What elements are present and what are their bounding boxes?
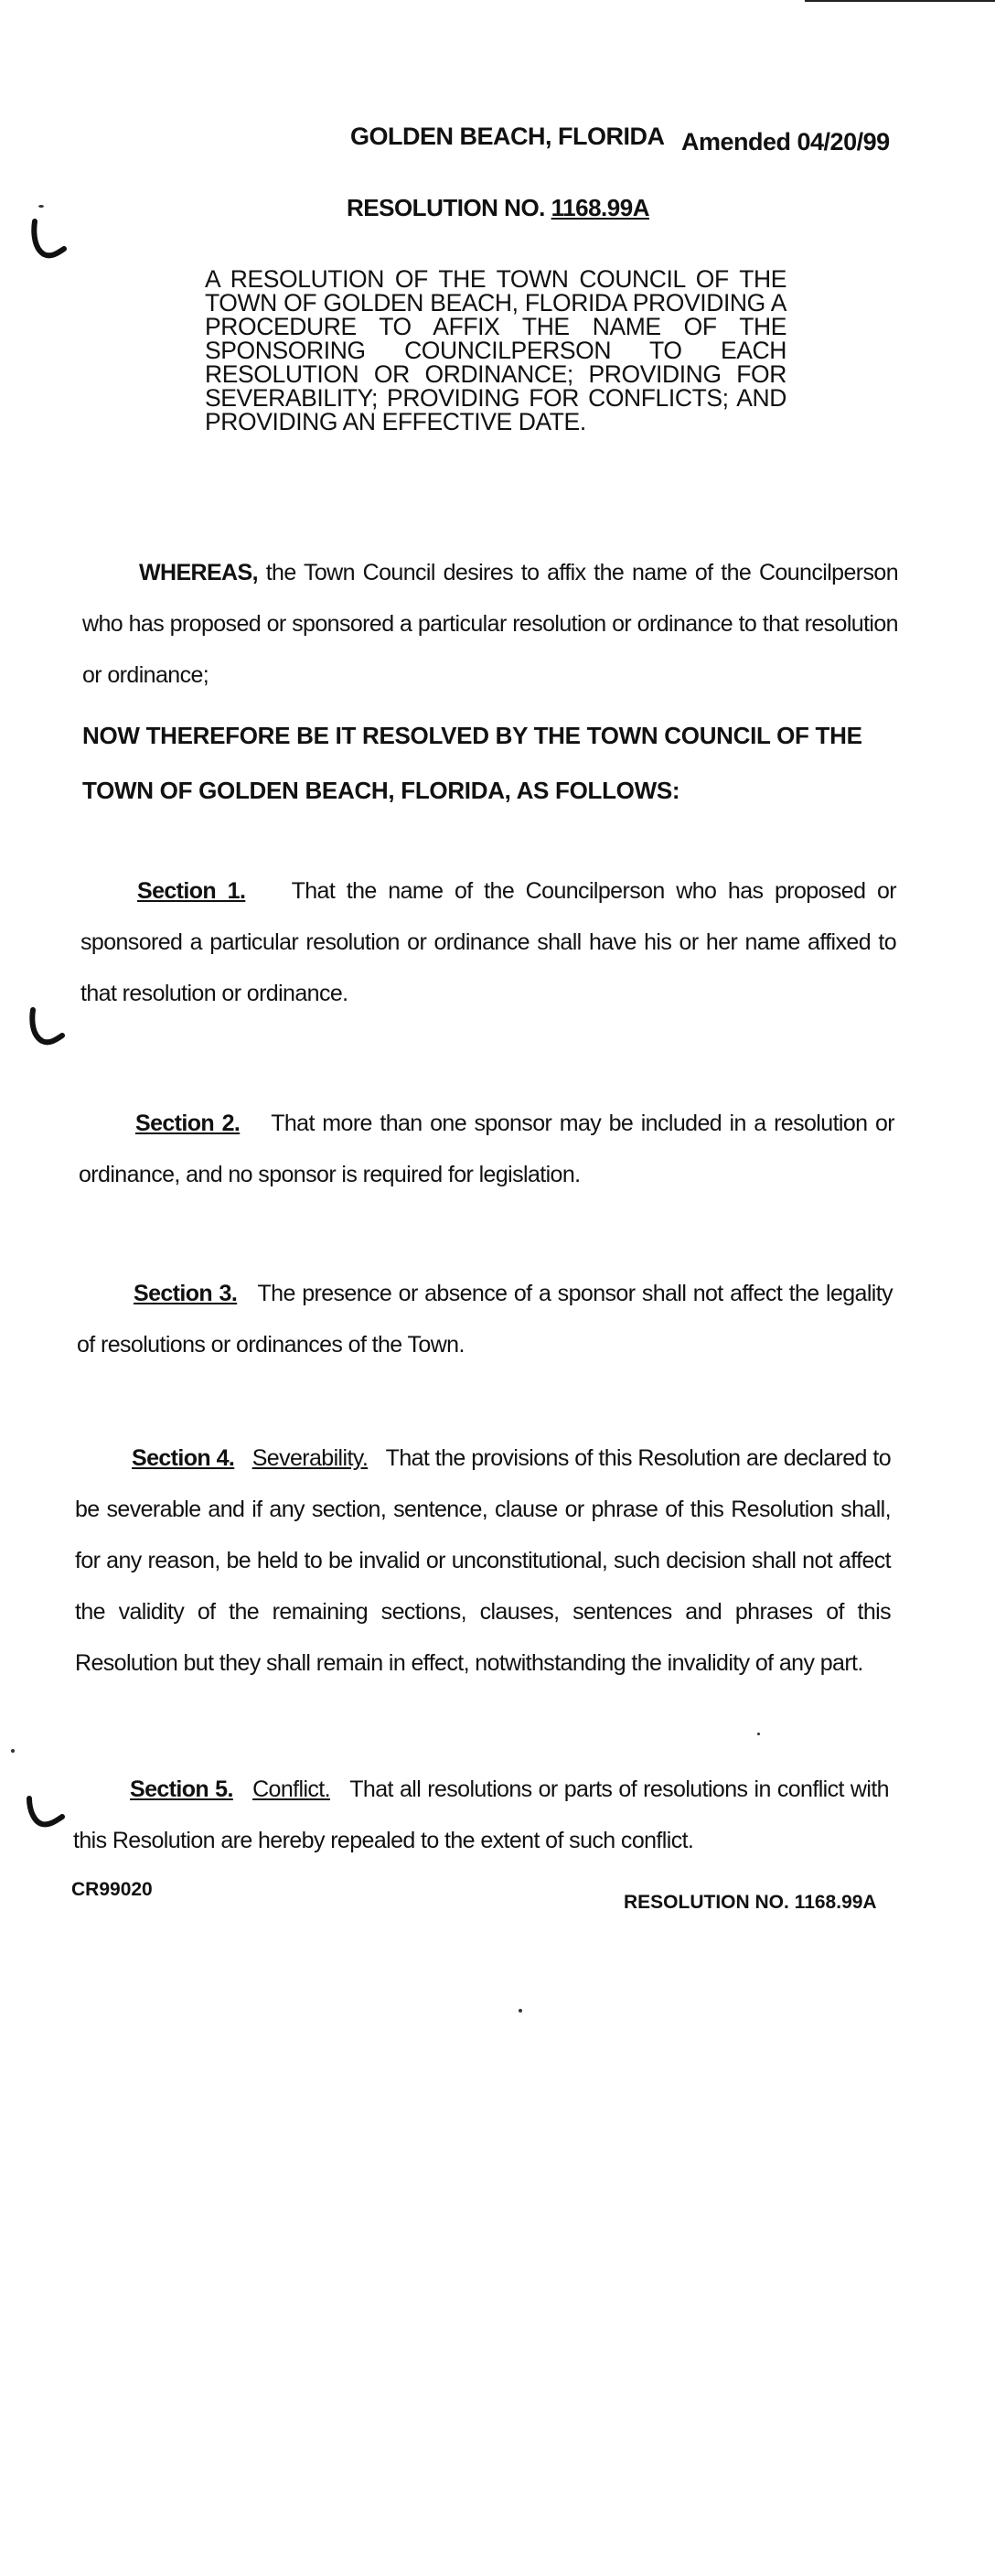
- scan-speck: [757, 1733, 760, 1735]
- section-3-text: The presence or absence of a sponsor shall not affect the legality of resolutions or ordinances of the Town.: [77, 1281, 893, 1358]
- section-5-title: Conflict.: [252, 1776, 330, 1802]
- section-1-text: That the name of the Councilperson who has proposed or sponsored a particular resolution or ordinance shall have his or her name affixed to that resolution or ordinance.: [80, 878, 896, 1006]
- margin-check-mark-icon: [26, 1006, 66, 1048]
- section-2: [79, 1098, 894, 1200]
- margin-check-mark-icon: [27, 218, 68, 262]
- section-4-label: Section 4.: [132, 1445, 235, 1471]
- section-2-label: Section 2.: [135, 1111, 241, 1136]
- scan-speck: [38, 205, 44, 208]
- section-4: [75, 1433, 891, 1689]
- scan-edge-line: [805, 0, 995, 2]
- whereas-text: the Town Council desires to affix the name of the Councilperson who has proposed or sponsored a particular resolution or ordinance to that resolution or ordinance;: [82, 560, 898, 688]
- section-4-title: Severability.: [251, 1445, 369, 1471]
- scan-speck: [11, 1749, 15, 1753]
- section-5-text: That all resolutions or parts of resolutions in conflict with this Resolution are hereby repealed to the extent of such conflict.: [73, 1776, 889, 1853]
- margin-check-mark-icon: [22, 1793, 66, 1835]
- resolution-prefix: RESOLUTION NO.: [347, 194, 545, 221]
- whereas-label: WHEREAS,: [139, 560, 258, 585]
- document-code: CR99020: [71, 1879, 153, 1900]
- scan-speck: [519, 2009, 522, 2012]
- section-3: [77, 1268, 893, 1370]
- resolved-clause: NOW THEREFORE BE IT RESOLVED BY THE TOWN COUNCIL OF THE TOWN OF GOLDEN BEACH, FLORIDA, AS FOLLOWS:: [82, 722, 862, 804]
- whereas-clause: [82, 547, 898, 701]
- resolution-intro: A RESOLUTION OF THE TOWN COUNCIL OF THE TOWN OF GOLDEN BEACH, FLORIDA PROVIDING A PROCEDURE TO AFFIX THE NAME OF THE SPONSORING COUNCILPERSON TO EACH RESOLUTION OR ORDINANCE; PROVIDING FOR SEVERABILITY; PROVIDING FOR CONFLICTS; AND PROVIDING AN EFFECTIVE DATE.: [205, 265, 786, 435]
- section-4-text: That the provisions of this Resolution are declared to be severable and if any section, sentence, clause or phrase of this Resolution shall, for any reason, be held to be invalid or unconstitutional, such decision shall not affect the validity of the remaining sections, clauses, sentences and phrases of this Resolution but they shall remain in effect, notwithstanding the invalidity of any part.: [75, 1445, 891, 1676]
- resolution-number: 1168.99A: [551, 194, 649, 221]
- section-2-text: That more than one sponsor may be included in a resolution or ordinance, and no sponsor is required for legislation.: [79, 1111, 894, 1187]
- section-5: [73, 1764, 889, 1866]
- section-1-label: Section 1.: [137, 878, 246, 904]
- document-city-heading: GOLDEN BEACH, FLORIDA: [350, 123, 665, 150]
- section-3-label: Section 3.: [134, 1281, 238, 1306]
- resolution-title: [347, 194, 649, 222]
- section-1: [80, 865, 896, 1019]
- section-5-label: Section 5.: [130, 1776, 233, 1802]
- footer-resolution-number: RESOLUTION NO. 1168.99A: [624, 1892, 877, 1913]
- amended-date: Amended 04/20/99: [681, 128, 890, 156]
